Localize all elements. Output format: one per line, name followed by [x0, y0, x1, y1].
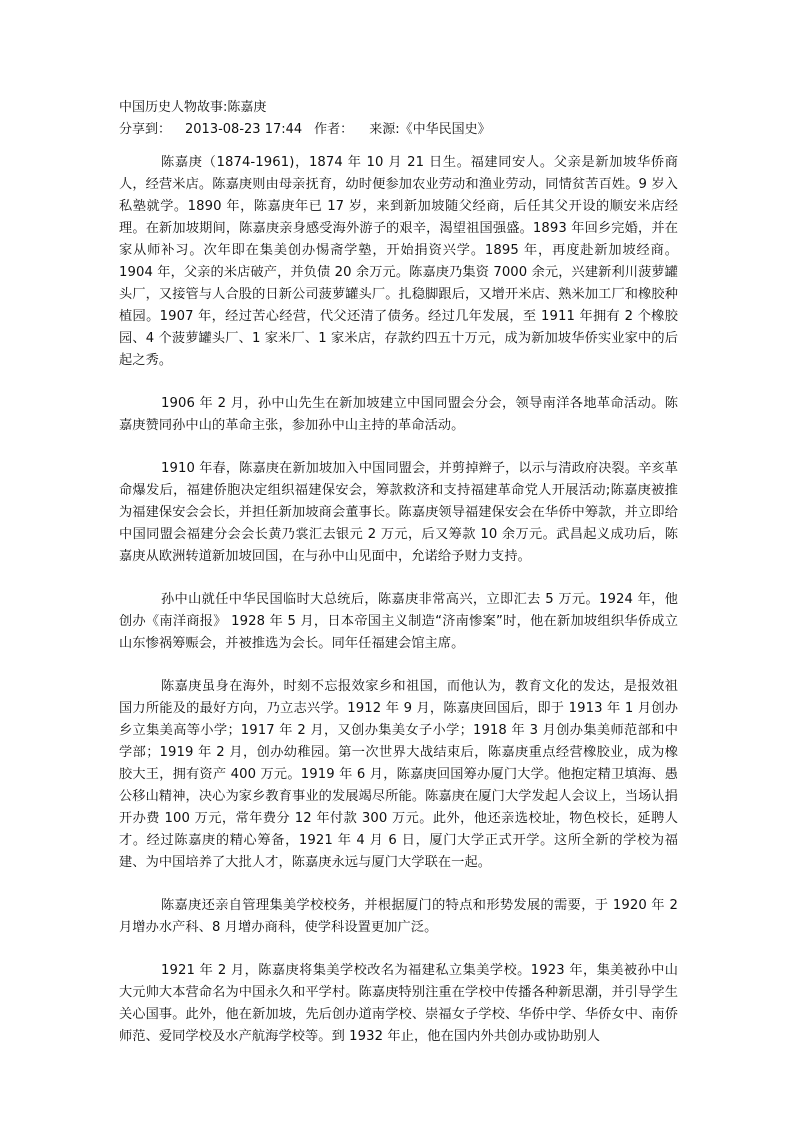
share-label: 分享到：: [119, 122, 172, 137]
paragraph-7: 1921 年 2 月，陈嘉庚将集美学校改名为福建私立集美学校。1923 年，集美被孙中山大元帅大本营命名为中国永久和平学村。陈嘉庚特别注重在学校中传播各种新思潮，并引导学生关心国事。此外，他在新加坡，先后创办道南学校、崇福女子学校、华侨中学、华侨女中、南侨师范、爱同学校及水产航海学校等。到 1932 年止，他在国内外共创办或协助别人: [119, 963, 678, 1044]
article-meta: [119, 119, 678, 141]
paragraph-3: 1910 年春，陈嘉庚在新加坡加入中国同盟会，并剪掉辫子，以示与清政府决裂。辛亥革命爆发后，福建侨胞决定组织福建保安会，筹款救济和支持福建革命党人开展活动;陈嘉庚被推为福建保安会会长，并担任新加坡商会董事长。陈嘉庚领导福建保安会在华侨中筹款，并立即给中国同盟会福建分会会长黄乃裳汇去银元 2 万元，后又筹款 10 余万元。武昌起义成功后，陈嘉庚从欧洲转道新加坡回国，在与孙中山见面中，允诺给予财力支持。: [119, 461, 678, 564]
document-page: [119, 97, 678, 1069]
paragraph-5: 陈嘉庚虽身在海外，时刻不忘报效家乡和祖国，而他认为，教育文化的发达，是报效祖国力所能及的最好方向，乃立志兴学。1912 年 9 月，陈嘉庚回国后，即于 1913 年 1 月创办乡立集美高等小学；1917 年 2 月，又创办集美女子小学；1918 年 3 月创办集美师范部和中学部；1919 年 2 月，创办幼稚园。第一次世界大战结束后，陈嘉庚重点经营橡胶业，成为橡胶大王，拥有资产 400 万元。1919 年 6 月，陈嘉庚回国筹办厦门大学。他抱定精卫填海、愚公移山精神，决心为家乡教育事业的发展竭尽所能。陈嘉庚在厦门大学发起人会议上，当场认捐开办费 100 万元，常年费分 12 年付款 300 万元。此外，他还亲选校址，物色校长，延聘人才。经过陈嘉庚的精心筹备，1921 年 4 月 6 日，厦门大学正式开学。这所全新的学校为福建、为中国培养了大批人才，陈嘉庚永远与厦门大学联在一起。: [119, 679, 678, 870]
paragraph-1: 陈嘉庚（1874-1961)，1874 年 10 月 21 日生。福建同安人。父亲是新加坡华侨商人，经营米店。陈嘉庚则由母亲抚育，幼时便参加农业劳动和渔业劳动，同情贫苦百姓。9 岁入私塾就学。1890 年，陈嘉庚年已 17 岁，来到新加坡随父经商，后任其父开设的顺安米店经理。在新加坡期间，陈嘉庚亲身感受海外游子的艰辛，渴望祖国强盛。1893 年回乡完婚，并在家从师补习。次年即在集美创办惕斋学塾，开始捐资兴学。1895 年，再度赴新加坡经商。1904 年，父亲的米店破产，并负债 20 余万元。陈嘉庚乃集资 7000 余元，兴建新利川菠萝罐头厂，又接管与人合股的日新公司菠萝罐头厂。扎稳脚跟后，又增开米店、熟米加工厂和橡胶种植园。1907 年，经过苦心经营，代父还清了债务。经过几年发展，至 1911 年拥有 2 个橡胶园、4 个菠萝罐头厂、1 家米厂、1 家米店，存款约四五十万元，成为新加坡华侨实业家中的后起之秀。: [119, 155, 678, 368]
paragraph-2: 1906 年 2 月，孙中山先生在新加坡建立中国同盟会分会，领导南洋各地革命活动。陈嘉庚赞同孙中山的革命主张，参加孙中山主持的革命活动。: [119, 396, 678, 433]
paragraph-6: 陈嘉庚还亲自管理集美学校校务，并根据厦门的特点和形势发展的需要，于 1920 年 2 月增办水产科、8 月增办商科，使学科设置更加广泛。: [119, 898, 678, 935]
source-label: 来源:《中华民国史》: [369, 122, 491, 137]
article-body: [119, 152, 678, 1048]
author-label: 作者：: [314, 122, 354, 137]
paragraph-4: 孙中山就任中华民国临时大总统后，陈嘉庚非常高兴，立即汇去 5 万元。1924 年，他创办《南洋商报》 1928 年 5 月，日本帝国主义制造“济南惨案”时，他在新加坡组织华侨成立山东惨祸筹赈会，并被推选为会长。同年任福建会馆主席。: [119, 592, 678, 651]
publish-datetime: 2013-08-23 17:44: [185, 122, 303, 137]
article-title: 中国历史人物故事:陈嘉庚: [119, 100, 267, 115]
